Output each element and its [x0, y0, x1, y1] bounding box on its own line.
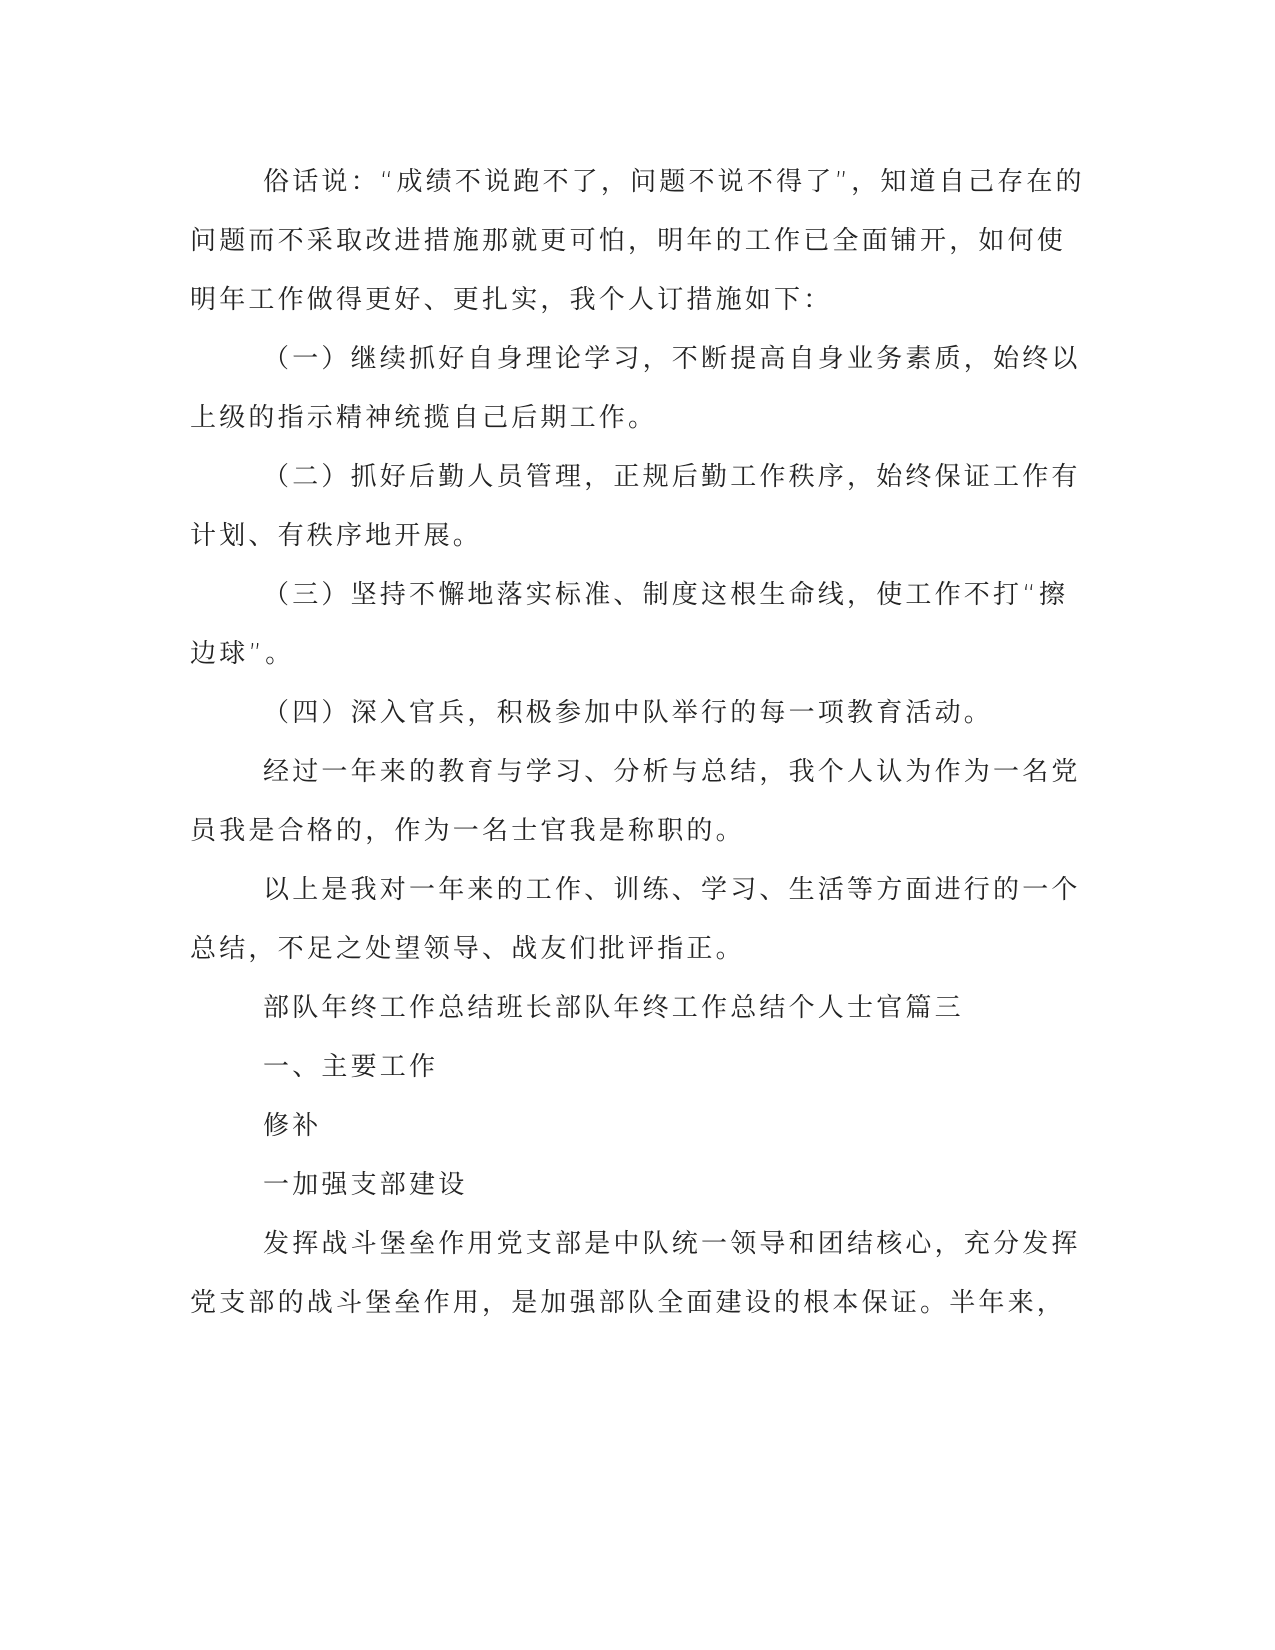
section-heading: 一、主要工作	[263, 1052, 439, 1082]
text-line: 明年工作做得更好、更扎实，我个人订措施如下：	[190, 285, 833, 315]
text-line: （二）抓好后勤人员管理，正规后勤工作秩序，始终保证工作有	[263, 462, 1081, 492]
text-line: （一）继续抓好自身理论学习，不断提高自身业务素质，始终以	[263, 344, 1081, 374]
text-line: 修补	[263, 1111, 322, 1141]
text-line: 党支部的战斗堡垒作用，是加强部队全面建设的根本保证。半年来，	[190, 1288, 1067, 1318]
text-line: 发挥战斗堡垒作用党支部是中队统一领导和团结核心，充分发挥	[263, 1229, 1081, 1259]
text-line: 问题而不采取改进措施那就更可怕，明年的工作已全面铺开，如何使	[190, 226, 1067, 256]
text-line: （三）坚持不懈地落实标准、制度这根生命线，使工作不打“擦	[263, 580, 1069, 610]
section-heading: 部队年终工作总结班长部队年终工作总结个人士官篇三	[263, 993, 964, 1023]
text-line: 总结，不足之处望领导、战友们批评指正。	[190, 934, 745, 964]
text-line: 经过一年来的教育与学习、分析与总结，我个人认为作为一名党	[263, 757, 1081, 787]
text-line: 员我是合格的，作为一名士官我是称职的。	[190, 816, 745, 846]
text-line: 边球”。	[190, 639, 295, 669]
text-line: 上级的指示精神统揽自己后期工作。	[190, 403, 658, 433]
text-line: 以上是我对一年来的工作、训练、学习、生活等方面进行的一个	[263, 875, 1081, 905]
text-line: （四）深入官兵，积极参加中队举行的每一项教育活动。	[263, 698, 994, 728]
text-line: 计划、有秩序地开展。	[190, 521, 483, 551]
text-line: 俗话说：“成绩不说跑不了，问题不说不得了”，知道自己存在的	[263, 167, 1085, 197]
subsection-heading: 一加强支部建设	[263, 1170, 468, 1200]
